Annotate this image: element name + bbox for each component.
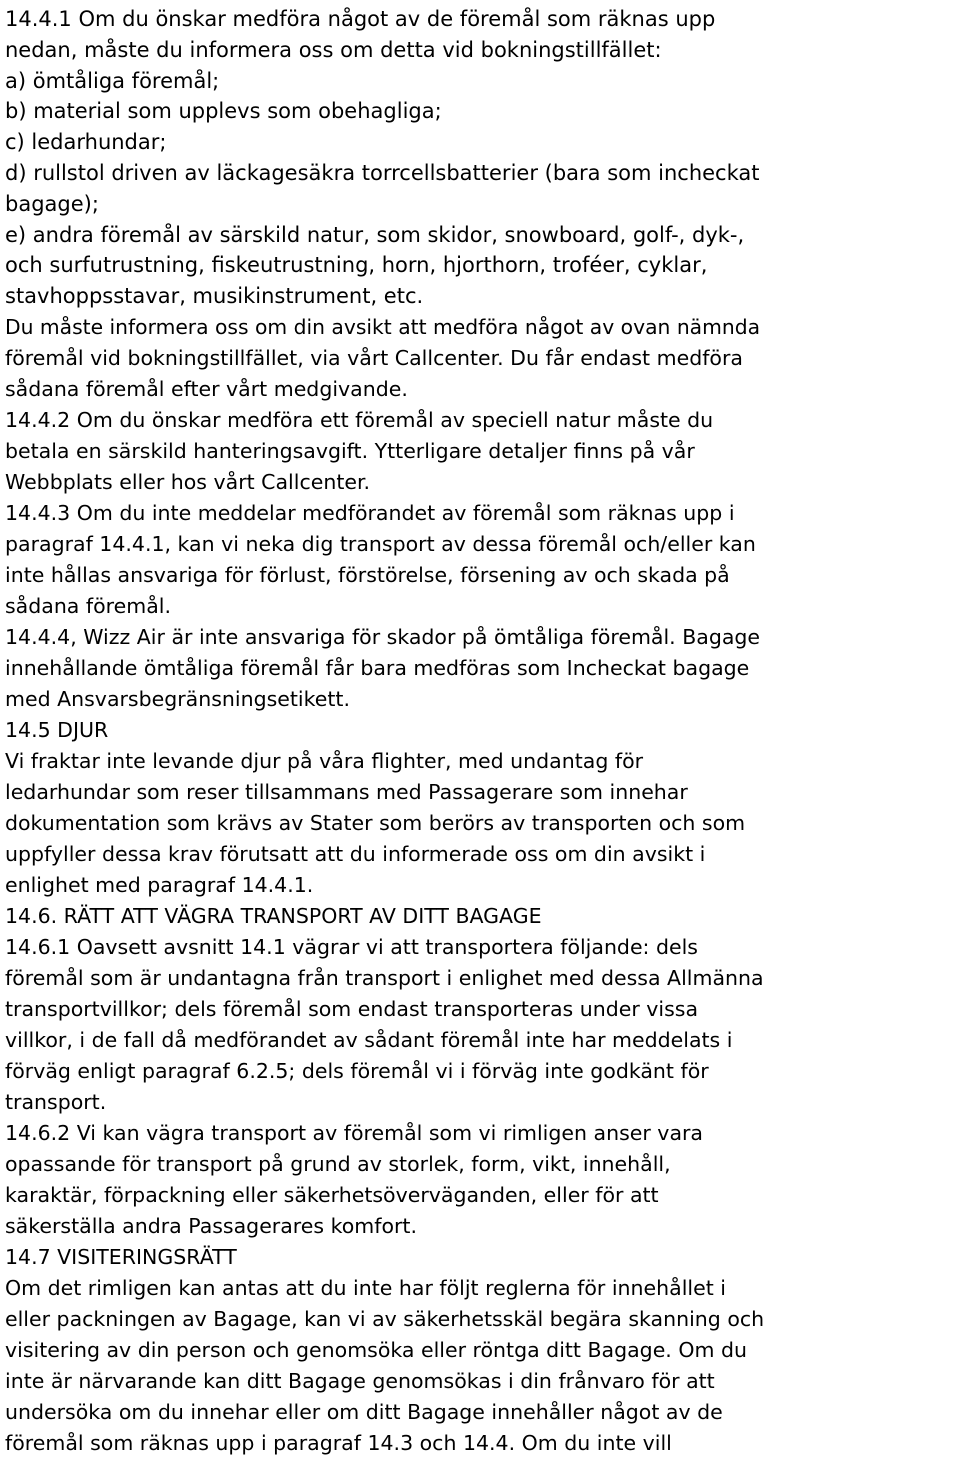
text-line: opassande för transport på grund av storlek, form, vikt, innehåll, bbox=[5, 1151, 671, 1176]
text-line: transportvillkor; dels föremål som endast transporteras under vissa bbox=[5, 996, 699, 1021]
text-line: enlighet med paragraf 14.4.1. bbox=[5, 872, 314, 897]
text-line: eller packningen av Bagage, kan vi av säkerhetsskäl begära skanning och bbox=[5, 1306, 765, 1331]
text-line: villkor, i de fall då medförandet av sådant föremål inte har meddelats i bbox=[5, 1027, 733, 1052]
text-line: säkerställa andra Passagerares komfort. bbox=[5, 1213, 417, 1238]
text-line: inte är närvarande kan ditt Bagage genomsökas i din frånvaro för att bbox=[5, 1368, 715, 1393]
text-line: dokumentation som krävs av Stater som berörs av transporten och som bbox=[5, 810, 746, 835]
text-line: Om det rimligen kan antas att du inte har följt reglerna för innehållet i bbox=[5, 1275, 726, 1300]
text-line: innehållande ömtåliga föremål får bara medföras som Incheckat bagage bbox=[5, 655, 750, 680]
text-line: och surfutrustning, fiskeutrustning, horn, hjorthorn, troféer, cyklar, bbox=[5, 253, 708, 278]
text-line: sådana föremål efter vårt medgivande. bbox=[5, 376, 408, 401]
text-line: undersöka om du innehar eller om ditt Bagage innehåller något av de bbox=[5, 1399, 723, 1424]
text-line: med Ansvarsbegränsningsetikett. bbox=[5, 686, 350, 711]
text-line: d) rullstol driven av läckagesäkra torrcellsbatterier (bara som incheckat bbox=[5, 160, 760, 185]
text-line: 14.7 VISITERINGSRÄTT bbox=[5, 1244, 237, 1269]
text-line: 14.6. RÄTT ATT VÄGRA TRANSPORT AV DITT BAGAGE bbox=[5, 903, 542, 928]
text-line: 14.4.3 Om du inte meddelar medförandet av föremål som räknas upp i bbox=[5, 500, 735, 525]
text-line: Webbplats eller hos vårt Callcenter. bbox=[5, 469, 371, 494]
text-line: nedan, måste du informera oss om detta vid bokningstillfället: bbox=[5, 37, 662, 62]
text-line: 14.6.1 Oavsett avsnitt 14.1 vägrar vi att transportera följande: dels bbox=[5, 934, 698, 959]
text-line: a) ömtåliga föremål; bbox=[5, 68, 220, 93]
text-line: sådana föremål. bbox=[5, 593, 171, 618]
text-line: e) andra föremål av särskild natur, som skidor, snowboard, golf-, dyk-, bbox=[5, 222, 745, 247]
text-line: bagage); bbox=[5, 191, 99, 216]
text-line: c) ledarhundar; bbox=[5, 130, 167, 155]
text-line: transport. bbox=[5, 1089, 107, 1114]
text-line: föremål som är undantagna från transport i enlighet med dessa Allmänna bbox=[5, 965, 764, 990]
text-line: stavhoppsstavar, musikinstrument, etc. bbox=[5, 284, 424, 309]
text-line: betala en särskild hanteringsavgift. Ytterligare detaljer finns på vår bbox=[5, 438, 695, 463]
text-line: 14.4.1 Om du önskar medföra något av de föremål som räknas upp bbox=[5, 7, 716, 31]
text-line: 14.4.2 Om du önskar medföra ett föremål av speciell natur måste du bbox=[5, 407, 714, 432]
text-line: förväg enligt paragraf 6.2.5; dels föremål vi i förväg inte godkänt för bbox=[5, 1058, 709, 1083]
text-line: b) material som upplevs som obehagliga; bbox=[5, 99, 442, 124]
text-line: 14.6.2 Vi kan vägra transport av föremål som vi rimligen anser vara bbox=[5, 1120, 703, 1145]
text-line: föremål vid bokningstillfället, via vårt Callcenter. Du får endast medföra bbox=[5, 345, 743, 370]
text-line: 14.4.4, Wizz Air är inte ansvariga för skador på ömtåliga föremål. Bagage bbox=[5, 624, 761, 649]
text-line: föremål som räknas upp i paragraf 14.3 och 14.4. Om du inte vill bbox=[5, 1430, 672, 1455]
text-line: Vi fraktar inte levande djur på våra flighter, med undantag för bbox=[5, 748, 644, 773]
text-line: Du måste informera oss om din avsikt att medföra något av ovan nämnda bbox=[5, 314, 761, 339]
text-line: visitering av din person och genomsöka eller röntga ditt Bagage. Om du bbox=[5, 1337, 747, 1362]
text-line: 14.5 DJUR bbox=[5, 717, 109, 742]
text-line: ledarhundar som reser tillsammans med Passagerare som innehar bbox=[5, 779, 688, 804]
text-line: uppfyller dessa krav förutsatt att du informerade oss om din avsikt i bbox=[5, 841, 706, 866]
text-line: karaktär, förpackning eller säkerhetsöverväganden, eller för att bbox=[5, 1182, 659, 1207]
text-line: paragraf 14.4.1, kan vi neka dig transport av dessa föremål och/eller kan bbox=[5, 531, 756, 556]
text-line: inte hållas ansvariga för förlust, förstörelse, försening av och skada på bbox=[5, 562, 730, 587]
